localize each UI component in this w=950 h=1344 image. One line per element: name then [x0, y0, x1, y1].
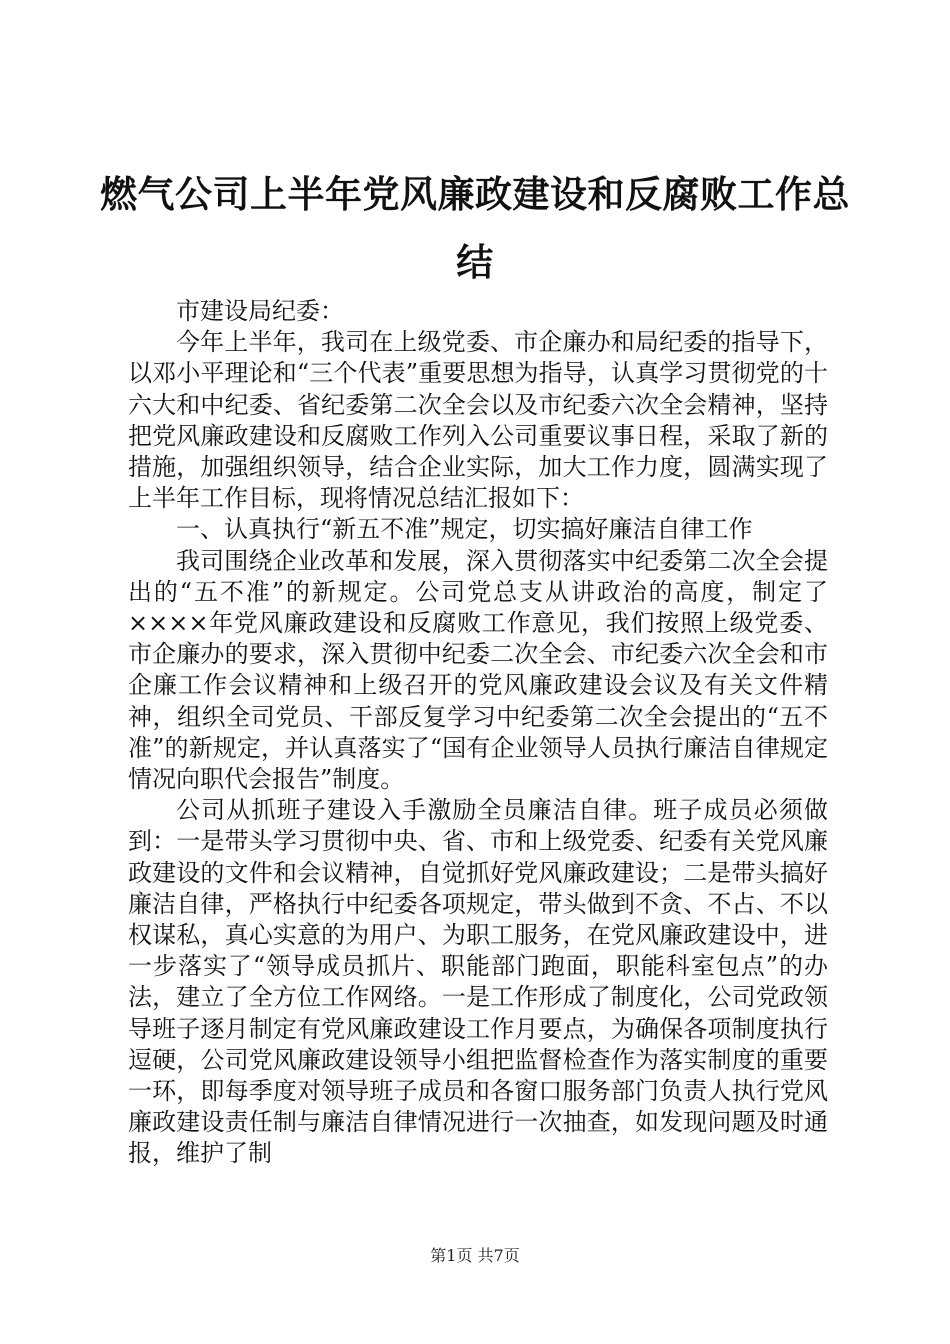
section-heading: 一、认真执行“新五不准”规定，切实搞好廉洁自律工作: [176, 515, 753, 544]
document-body: [128, 296, 828, 1170]
page-footer: 第1页 共7页: [430, 1246, 520, 1265]
paragraph: 今年上半年，我司在上级党委、市企廉办和局纪委的指导下，以邓小平理论和“三个代表”重要思想为指导，认真学习贯彻党的十六大和中纪委、省纪委第二次全会以及市纪委六次全会精神，坚持把党风廉政建设和反腐败工作列入公司重要议事日程，采取了新的措施，加强组织领导，结合企业实际，加大工作力度，圆满实现了上半年工作目标，现将情况总结汇报如下：: [128, 328, 828, 513]
document-title: 燃气公司上半年党风廉政建设和反腐败工作总结: [100, 172, 850, 284]
paragraph: 公司从抓班子建设入手激励全员廉洁自律。班子成员必须做到：一是带头学习贯彻中央、省、市和上级党委、纪委有关党风廉政建设的文件和会议精神，自觉抓好党风廉政建设；二是带头搞好廉洁自律，严格执行中纪委各项规定，带头做到不贪、不占、不以权谋私，真心实意的为用户、为职工服务，在党风廉政建设中，进一步落实了“领导成员抓片、职能部门跑面，职能科室包点”的办法，建立了全方位工作网络。一是工作形成了制度化，公司党政领导班子逐月制定有党风廉政建设工作月要点，为确保各项制度执行逗硬，公司党风廉政建设领导小组把监督检查作为落实制度的重要一环，即每季度对领导班子成员和各窗口服务部门负责人执行党风廉政建设责任制与廉洁自律情况进行一次抽查，如发现问题及时通报，维护了制: [128, 796, 828, 1168]
salutation: 市建设局纪委：: [176, 297, 344, 325]
paragraph: 我司围绕企业改革和发展，深入贯彻落实中纪委第二次全会提出的“五不准”的新规定。公司党总支从讲政治的高度，制定了××××年党风廉政建设和反腐败工作意见，我们按照上级党委、市企廉办的要求，深入贯彻中纪委二次全会、市纪委六次全会和市企廉工作会议精神和上级召开的党风廉政建设会议及有关文件精神，组织全司党员、干部反复学习中纪委第二次全会提出的“五不准”的新规定，并认真落实了“国有企业领导人员执行廉洁自律规定情况向职代会报告”制度。: [128, 546, 828, 794]
